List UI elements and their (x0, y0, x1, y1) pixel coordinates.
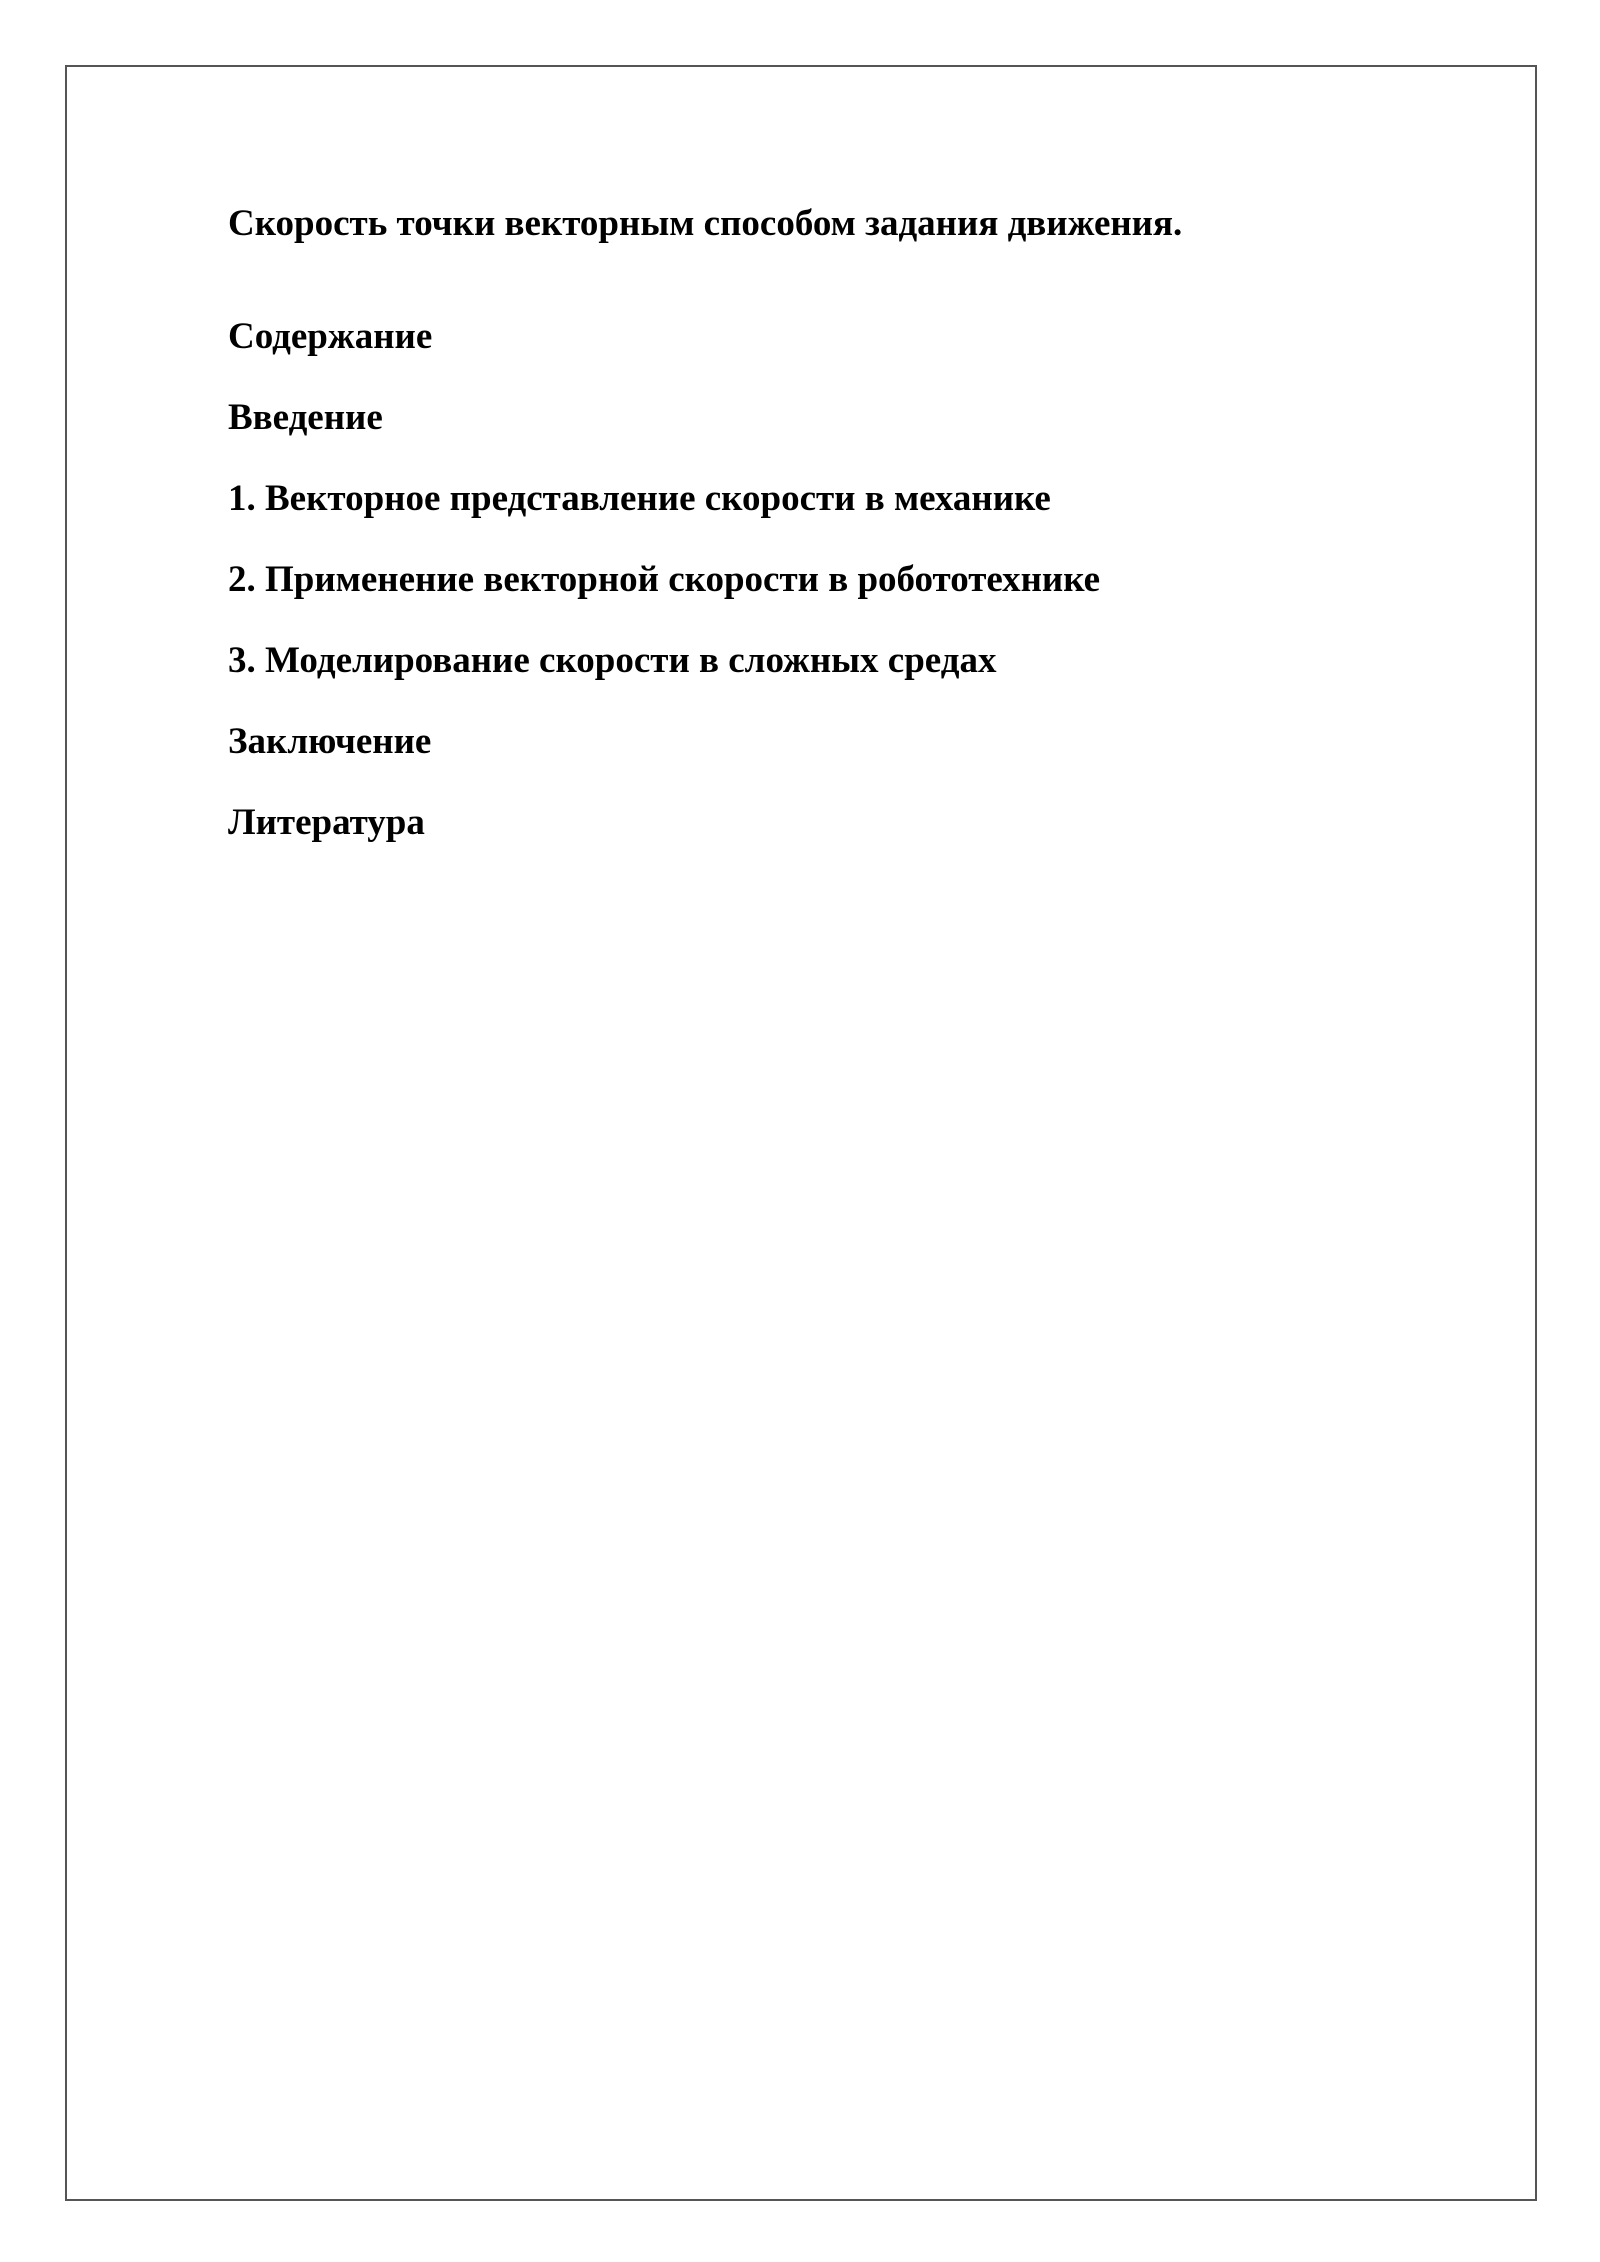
toc-item-introduction: Введение (228, 397, 383, 438)
page-content (228, 196, 1428, 851)
document-title: Скорость точки векторным способом задания движения. (228, 203, 1183, 244)
table-of-contents (228, 390, 1428, 851)
toc-item-section-3: 3. Моделирование скорости в сложных средах (228, 640, 997, 681)
toc-item-conclusion: Заключение (228, 721, 432, 762)
toc-item-section-1: 1. Векторное представление скорости в механике (228, 478, 1051, 519)
toc-item-literature: Литература (228, 802, 425, 843)
toc-item-section-2: 2. Применение векторной скорости в робототехнике (228, 559, 1101, 600)
toc-heading: Содержание (228, 316, 433, 357)
